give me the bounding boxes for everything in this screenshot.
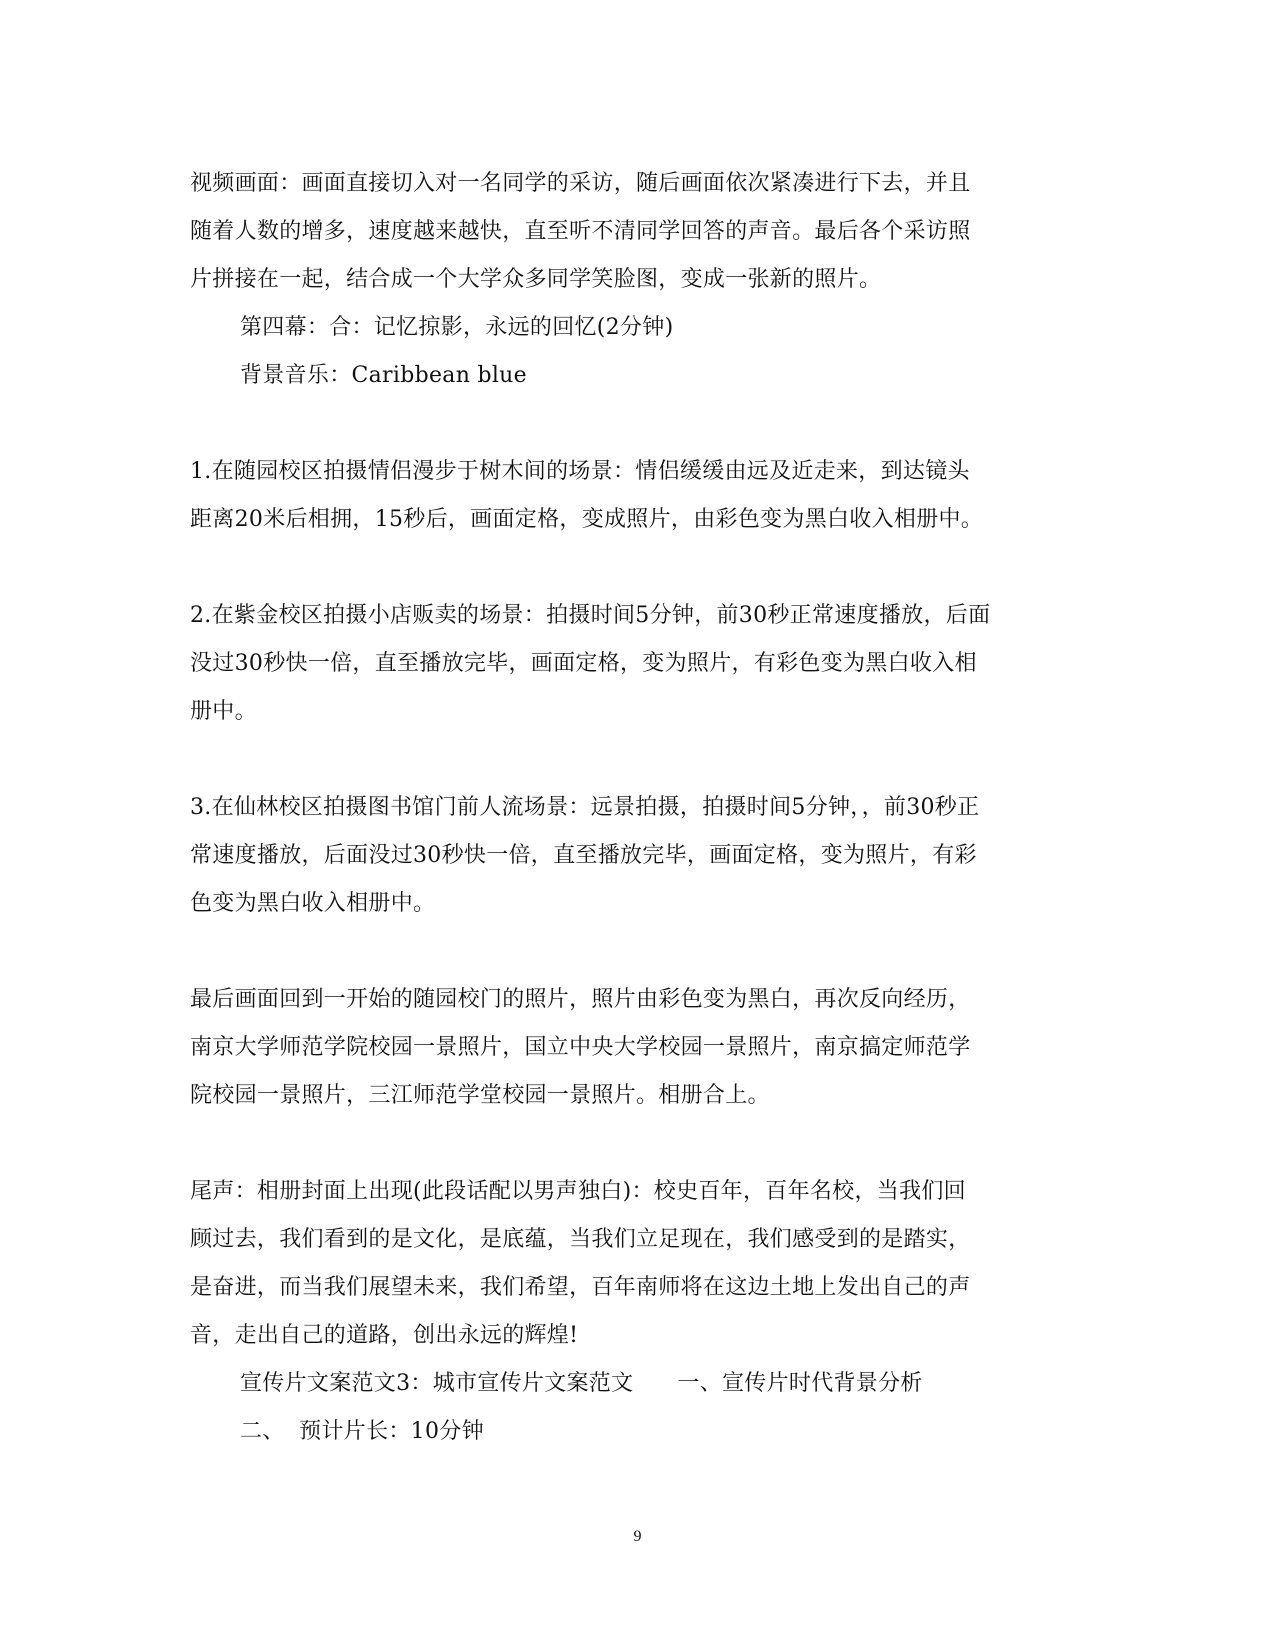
paragraph-line: 最后画面回到一开始的随园校门的照片，照片由彩色变为黑白，再次反向经历， bbox=[190, 987, 971, 1012]
blank-line bbox=[190, 736, 1080, 784]
paragraph-line: 视频画面：画面直接切入对一名同学的采访，随后画面依次紧凑进行下去，并且 bbox=[190, 171, 971, 196]
blank-line bbox=[190, 400, 1080, 448]
page-number: 9 bbox=[633, 1528, 642, 1545]
paragraph-line: 册中。 bbox=[190, 699, 257, 724]
paragraph-line: 随着人数的增多，速度越来越快，直至听不清同学回答的声音。最后各个采访照 bbox=[190, 219, 971, 244]
paragraph-line: 院校园一景照片，三江师范学堂校园一景照片。相册合上。 bbox=[190, 1083, 770, 1108]
section-heading: 二、 预计片长：10分钟 bbox=[240, 1419, 484, 1444]
paragraph-line: 是奋进，而当我们展望未来，我们希望，百年南师将在这边土地上发出自己的声 bbox=[190, 1275, 971, 1300]
paragraph-line: 1.在随园校区拍摄情侣漫步于树木间的场景：情侣缓缓由远及近走来，到达镜头 bbox=[190, 459, 970, 484]
background-music-line: 背景音乐：Caribbean blue bbox=[240, 363, 527, 388]
paragraph-line: 片拼接在一起，结合成一个大学众多同学笑脸图，变成一张新的照片。 bbox=[190, 267, 882, 292]
act-heading: 第四幕：合：记忆掠影，永远的回忆(2分钟) bbox=[240, 315, 674, 340]
paragraph-line: 常速度播放，后面没过30秒快一倍，直至播放完毕，画面定格，变为照片，有彩 bbox=[190, 843, 977, 868]
document-body bbox=[190, 160, 1080, 1456]
paragraph-line: 距离20米后相拥，15秒后，画面定格，变成照片，由彩色变为黑白收入相册中。 bbox=[190, 507, 984, 532]
paragraph-line: 色变为黑白收入相册中。 bbox=[190, 891, 436, 916]
sample-title: 宣传片文案范文3：城市宣传片文案范文 bbox=[240, 1371, 634, 1396]
section-heading: 一、宣传片时代背景分析 bbox=[677, 1371, 923, 1396]
paragraph-line: 2.在紫金校区拍摄小店贩卖的场景：拍摄时间5分钟，前30秒正常速度播放，后面 bbox=[190, 603, 991, 628]
paragraph-line: 南京大学师范学院校园一景照片，国立中央大学校园一景照片，南京搞定师范学 bbox=[190, 1035, 971, 1060]
paragraph-line: 没过30秒快一倍，直至播放完毕，画面定格，变为照片，有彩色变为黑白收入相 bbox=[190, 651, 977, 676]
section-heading-line bbox=[190, 1360, 1080, 1408]
blank-line bbox=[190, 1120, 1080, 1168]
paragraph-line: 音，走出自己的道路，创出永远的辉煌! bbox=[190, 1323, 579, 1348]
paragraph-line: 顾过去，我们看到的是文化，是底蕴，当我们立足现在，我们感受到的是踏实， bbox=[190, 1227, 971, 1252]
blank-line bbox=[190, 928, 1080, 976]
blank-line bbox=[190, 544, 1080, 592]
paragraph-line: 3.在仙林校区拍摄图书馆门前人流场景：远景拍摄，拍摄时间5分钟，，前30秒正 bbox=[190, 795, 980, 820]
paragraph-line: 尾声：相册封面上出现(此段话配以男声独白)：校史百年，百年名校，当我们回 bbox=[190, 1179, 966, 1204]
